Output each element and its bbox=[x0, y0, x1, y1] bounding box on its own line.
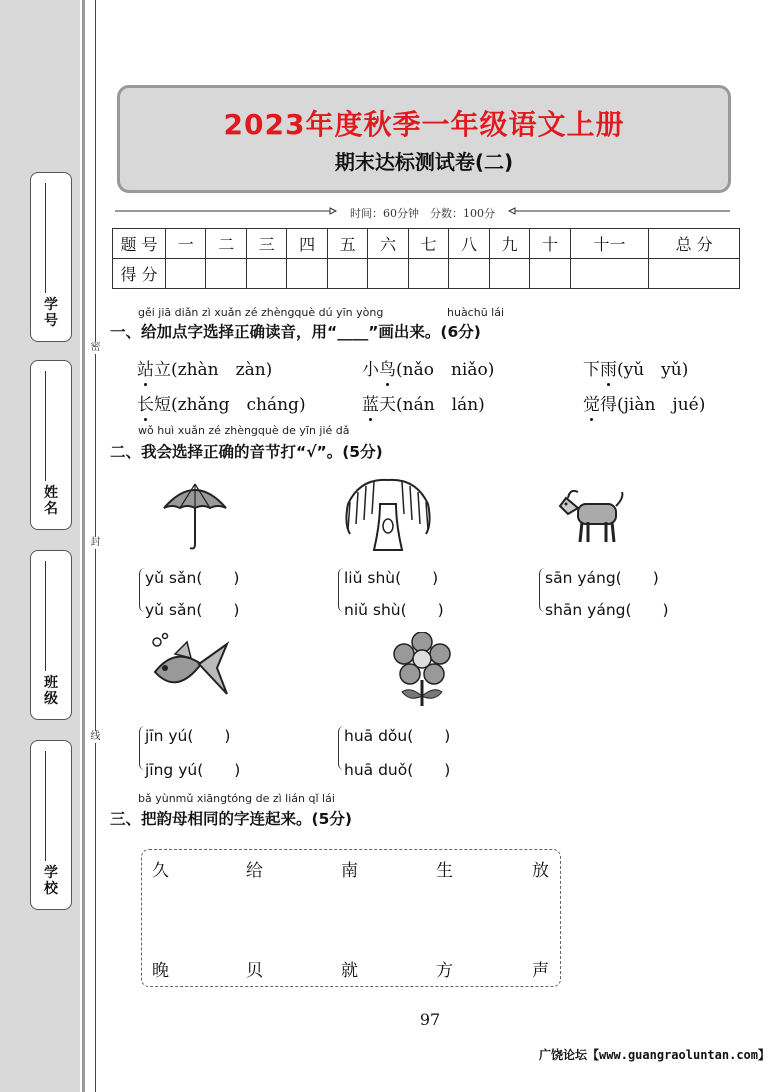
q1-pinyin: gěi jiā diǎn zì xuǎn zé zhèngquè dú yīn yòng bbox=[138, 306, 384, 319]
score-table-score-row bbox=[113, 259, 740, 289]
score-cell-empty[interactable] bbox=[489, 259, 529, 289]
q2-pinyin: wǒ huì xuǎn zé zhèngquè de yīn jié dǎ bbox=[138, 424, 350, 437]
q1-item-post: 得(jiàn jué) bbox=[600, 395, 706, 415]
binding-char-feng: 封 bbox=[90, 537, 101, 548]
connect-box bbox=[141, 849, 561, 987]
connect-bottom-char[interactable]: 贝 bbox=[246, 961, 263, 981]
score-cell-header: 四 bbox=[287, 229, 327, 259]
connect-bottom-char[interactable]: 就 bbox=[341, 961, 358, 981]
class-line bbox=[45, 561, 46, 671]
score-table bbox=[112, 228, 740, 289]
binding-strip bbox=[0, 0, 80, 1092]
score-cell-empty[interactable] bbox=[166, 259, 206, 289]
goldfish-icon bbox=[147, 632, 231, 704]
q1-item-post: 天(nán lán) bbox=[379, 395, 485, 415]
score-cell-header: 三 bbox=[246, 229, 286, 259]
score-cell-empty[interactable] bbox=[408, 259, 448, 289]
score-cell-header: 一 bbox=[166, 229, 206, 259]
student-id-label: 学 号 bbox=[44, 297, 58, 329]
score-cell-empty[interactable] bbox=[530, 259, 570, 289]
name-box bbox=[30, 360, 72, 530]
score-cell-empty[interactable] bbox=[327, 259, 367, 289]
page-title: 2023年度秋季一年级语文上册 bbox=[223, 108, 625, 141]
connect-bottom-char[interactable]: 声 bbox=[532, 961, 549, 981]
student-id-line bbox=[45, 183, 46, 293]
score-cell-header: 十一 bbox=[570, 229, 649, 259]
binding-char-mi: 密 bbox=[90, 342, 101, 353]
q1-item-4[interactable] bbox=[137, 390, 306, 415]
connect-top-char[interactable]: 放 bbox=[532, 861, 549, 881]
q2-option-goat-a[interactable]: sān yáng( ) bbox=[545, 569, 659, 587]
q3-heading: 三、把韵母相同的字连起来。(5分) bbox=[110, 810, 352, 828]
name-line bbox=[45, 371, 46, 481]
q2-option-goat-b[interactable]: shān yáng( ) bbox=[545, 601, 669, 619]
q1-pinyin-2: huàchū lái bbox=[447, 306, 505, 319]
school-box bbox=[30, 740, 72, 910]
footer-watermark: 广饶论坛【www.guangraoluntan.com】 bbox=[539, 1048, 770, 1062]
score-cell-header: 八 bbox=[449, 229, 489, 259]
time-info: 时间：60分钟 分数：100分 bbox=[350, 207, 495, 220]
score-cell-empty[interactable] bbox=[649, 259, 740, 289]
score-cell-total: 总 分 bbox=[649, 229, 740, 259]
score-cell-header: 二 bbox=[206, 229, 246, 259]
school-label: 学 校 bbox=[44, 865, 58, 897]
school-line bbox=[45, 751, 46, 861]
score-cell-empty[interactable] bbox=[570, 259, 649, 289]
q1-dotted-char: 鸟 bbox=[379, 360, 396, 380]
connect-top-char[interactable]: 南 bbox=[341, 861, 358, 881]
page-number: 97 bbox=[419, 1010, 441, 1029]
score-table-header-row bbox=[113, 229, 740, 259]
score-cell-header: 七 bbox=[408, 229, 448, 259]
q1-dotted-char: 长 bbox=[137, 395, 154, 415]
binding-char-xian: 线 bbox=[90, 731, 101, 742]
q2-option-flower-a[interactable]: huā dǒu( ) bbox=[344, 727, 451, 745]
q1-dotted-char: 雨 bbox=[600, 360, 617, 380]
q1-item-post: 短(zhǎng cháng) bbox=[154, 395, 306, 415]
q1-item-post: (yǔ yǔ) bbox=[617, 360, 689, 380]
score-row-label: 得 分 bbox=[113, 259, 166, 289]
q2-option-flower-b[interactable]: huā duǒ( ) bbox=[344, 761, 451, 779]
q1-item-pre: 下 bbox=[583, 360, 600, 380]
score-cell-header: 五 bbox=[327, 229, 367, 259]
q1-item-5[interactable] bbox=[362, 390, 485, 415]
score-cell-header: 六 bbox=[368, 229, 408, 259]
score-cell-header: 十 bbox=[530, 229, 570, 259]
score-cell-label: 题 号 bbox=[113, 229, 166, 259]
q1-dotted-char: 觉 bbox=[583, 395, 600, 415]
connect-top-char[interactable]: 生 bbox=[436, 861, 453, 881]
q1-item-3[interactable] bbox=[583, 355, 688, 380]
q2-option-willow-a[interactable]: liǔ shù( ) bbox=[344, 569, 439, 587]
flower-icon bbox=[392, 632, 452, 708]
q1-item-6[interactable] bbox=[583, 390, 705, 415]
score-cell-empty[interactable] bbox=[368, 259, 408, 289]
strip-edge bbox=[82, 0, 85, 1092]
q3-pinyin: bǎ yùnmǔ xiāngtóng de zì lián qǐ lái bbox=[138, 792, 335, 805]
q2-option-fish-b[interactable]: jīng yú( ) bbox=[145, 761, 241, 779]
page-subtitle: 期末达标测试卷(二) bbox=[334, 150, 514, 174]
q1-dotted-char: 站 bbox=[137, 360, 154, 380]
q1-item-1[interactable] bbox=[137, 355, 272, 380]
willow-tree-icon bbox=[340, 474, 436, 554]
q2-option-umbrella-b[interactable]: yǔ sǎn( ) bbox=[145, 601, 240, 619]
q2-heading: 二、我会选择正确的音节打“√”。(5分) bbox=[110, 443, 383, 461]
score-cell-empty[interactable] bbox=[287, 259, 327, 289]
umbrella-icon bbox=[160, 480, 230, 552]
connect-bottom-char[interactable]: 晚 bbox=[152, 961, 169, 981]
q1-heading: 一、给加点字选择正确读音，用“____”画出来。(6分) bbox=[110, 323, 481, 341]
name-label: 姓 名 bbox=[44, 485, 58, 517]
score-cell-empty[interactable] bbox=[246, 259, 286, 289]
class-label: 班 级 bbox=[44, 675, 58, 707]
q1-item-post: (nǎo niǎo) bbox=[396, 360, 495, 380]
q1-item-post: 立(zhàn zàn) bbox=[154, 360, 273, 380]
connect-top-char[interactable]: 给 bbox=[246, 861, 263, 881]
q2-option-fish-a[interactable]: jīn yú( ) bbox=[145, 727, 231, 745]
goat-icon bbox=[556, 484, 628, 546]
connect-top-char[interactable]: 久 bbox=[152, 861, 169, 881]
connect-bottom-char[interactable]: 方 bbox=[436, 961, 453, 981]
q1-dotted-char: 蓝 bbox=[362, 395, 379, 415]
q2-option-willow-b[interactable]: niǔ shù( ) bbox=[344, 601, 444, 619]
score-cell-empty[interactable] bbox=[206, 259, 246, 289]
class-box bbox=[30, 550, 72, 720]
score-cell-empty[interactable] bbox=[449, 259, 489, 289]
score-cell-header: 九 bbox=[489, 229, 529, 259]
student-id-box bbox=[30, 172, 72, 342]
q2-option-umbrella-a[interactable]: yǔ sǎn( ) bbox=[145, 569, 240, 587]
q1-item-pre: 小 bbox=[362, 360, 379, 380]
q1-item-2[interactable] bbox=[362, 355, 494, 380]
